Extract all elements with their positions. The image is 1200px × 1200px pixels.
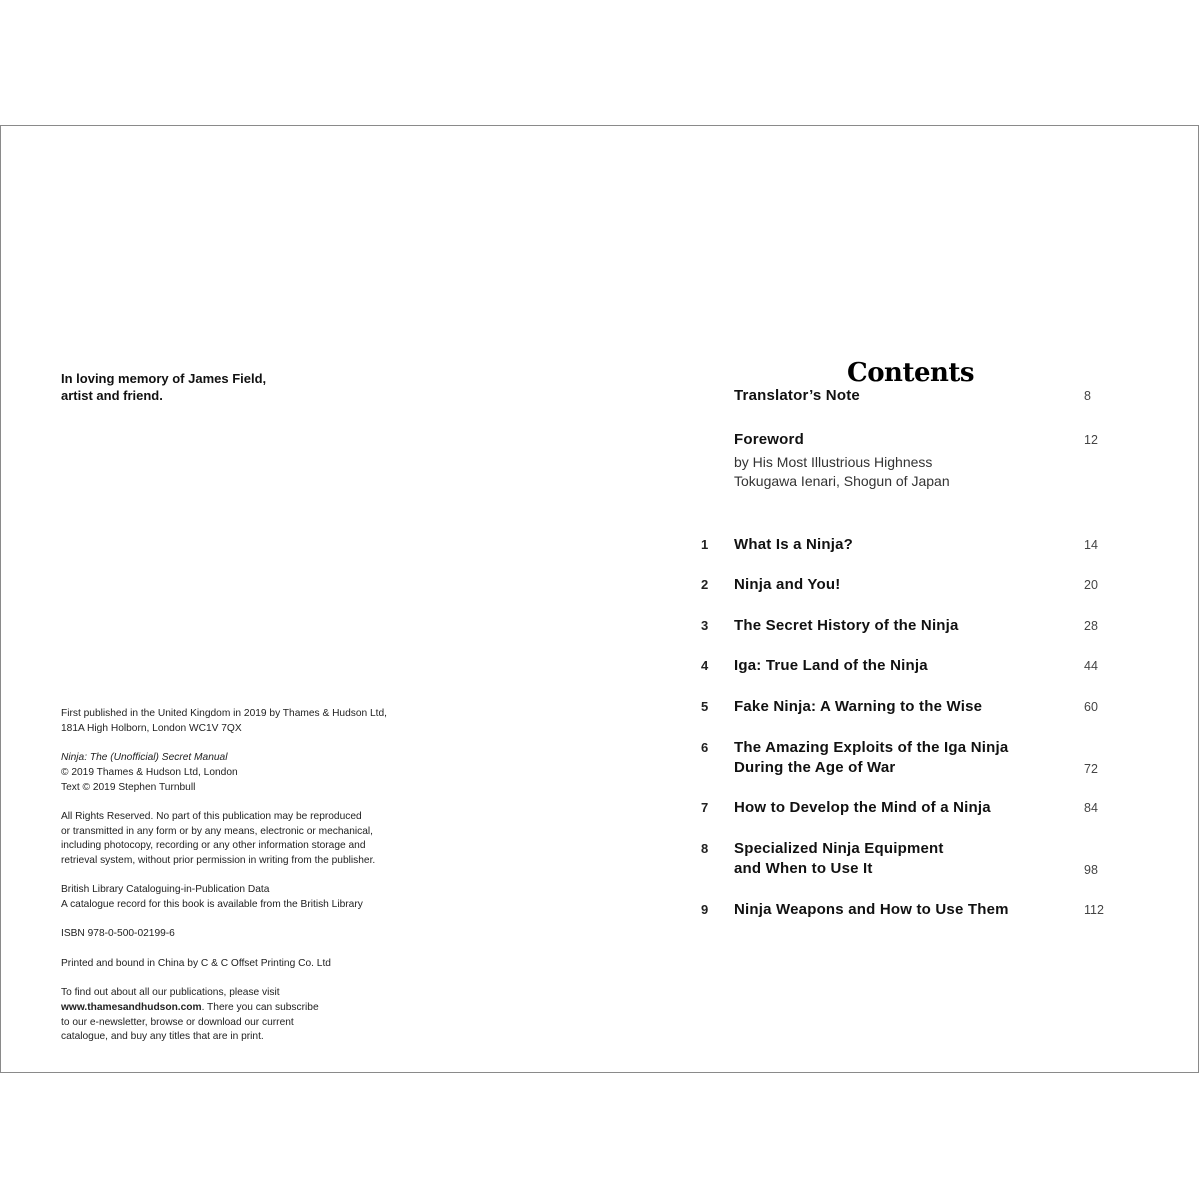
imprint-line: All Rights Reserved. No part of this publication may be reproduced: [61, 810, 362, 822]
chapter-number: 6: [701, 740, 709, 755]
toc-entry-title: [734, 798, 991, 818]
imprint-line: Text © 2019 Stephen Turnbull: [61, 781, 196, 793]
book-spread: [0, 125, 1199, 1073]
title-line: How to Develop the Mind of a Ninja: [734, 799, 991, 816]
dedication-line: artist and friend.: [61, 388, 163, 403]
title-line: The Secret History of the Ninja: [734, 617, 959, 634]
chapter-number: 9: [701, 902, 709, 917]
title-line: Fake Ninja: A Warning to the Wise: [734, 698, 983, 715]
printed-line: Printed and bound in China by C & C Offset Printing Co. Ltd: [61, 957, 331, 969]
title-line: What Is a Ninja?: [734, 536, 854, 553]
toc-entry-title: [734, 839, 944, 879]
imprint-line: or transmitted in any form or by any means, electronic or mechanical,: [61, 825, 373, 837]
contents-heading: Contents: [847, 358, 975, 388]
chapter-number: 4: [701, 658, 709, 673]
chapter-number: 1: [701, 537, 709, 552]
toc-page-number: 8: [1084, 389, 1091, 403]
website-link[interactable]: www.thamesandhudson.com: [61, 1001, 202, 1013]
imprint-book-title: Ninja: The (Unofficial) Secret Manual: [61, 752, 228, 764]
imprint-cataloguing: [61, 883, 401, 912]
imprint-line: A catalogue record for this book is available from the British Library: [61, 899, 363, 911]
imprint-publication: [61, 707, 401, 736]
toc-page-number: 14: [1084, 538, 1098, 552]
title-line: Specialized Ninja Equipment: [734, 840, 944, 857]
imprint-line: To find out about all our publications, please visit: [61, 987, 280, 999]
toc-entry-subtitle: [734, 453, 950, 491]
chapter-number: 5: [701, 699, 709, 714]
imprint-block: [61, 707, 401, 1060]
toc-entry-title: Translator’s Note: [734, 387, 860, 404]
imprint-copyright: [61, 751, 401, 795]
chapter-number: 7: [701, 800, 709, 815]
imprint-line: retrieval system, without prior permission in writing from the publisher.: [61, 855, 376, 866]
toc-page-number: 60: [1084, 700, 1098, 714]
subtitle-line: Tokugawa Ienari, Shogun of Japan: [734, 473, 950, 489]
toc-page-number: 44: [1084, 659, 1098, 673]
dedication-line: In loving memory of James Field,: [61, 371, 267, 386]
toc-page-number: 20: [1084, 578, 1098, 592]
title-line: Ninja and You!: [734, 576, 841, 593]
toc-entry-title: Foreword: [734, 431, 804, 448]
title-line: and When to Use It: [734, 860, 873, 877]
imprint-line: British Library Cataloguing-in-Publication Data: [61, 884, 270, 896]
isbn-line: ISBN 978-0-500-02199-6: [61, 928, 175, 940]
imprint-line: [61, 1001, 401, 1016]
title-line: The Amazing Exploits of the Iga Ninja: [734, 739, 1009, 756]
toc-entry-title: [734, 656, 928, 676]
imprint-website: [61, 986, 401, 1045]
title-line: During the Age of War: [734, 759, 896, 776]
imprint-printed: [61, 957, 401, 972]
toc-entry-title: [734, 575, 840, 595]
imprint-line: First published in the United Kingdom in 2019 by Thames & Hudson Ltd,: [61, 708, 387, 719]
dedication: [61, 370, 266, 404]
chapter-number: 3: [701, 618, 709, 633]
title-line: Ninja Weapons and How to Use Them: [734, 901, 1009, 918]
toc-page-number: 112: [1084, 903, 1104, 917]
title-line: Iga: True Land of the Ninja: [734, 657, 928, 674]
chapter-number: 2: [701, 577, 709, 592]
imprint-line: including photocopy, recording or any other information storage and: [61, 840, 366, 852]
imprint-isbn: [61, 927, 401, 942]
imprint-line: 181A High Holborn, London WC1V 7QX: [61, 722, 242, 734]
toc-page-number: 72: [1084, 762, 1098, 776]
subtitle-line: by His Most Illustrious Highness: [734, 454, 933, 470]
toc-page-number: 12: [1084, 433, 1098, 447]
imprint-line: © 2019 Thames & Hudson Ltd, London: [61, 766, 238, 778]
toc-entry-title: [734, 535, 853, 555]
toc-page-number: 98: [1084, 863, 1098, 877]
toc-entry-title: [734, 900, 1009, 920]
toc-entry-title: [734, 738, 1008, 778]
imprint-rights: [61, 810, 401, 869]
toc-page-number: 84: [1084, 801, 1098, 815]
toc-entry-title: [734, 616, 959, 636]
imprint-line: catalogue, and buy any titles that are in print.: [61, 1031, 264, 1043]
imprint-text: . There you can subscribe: [201, 1001, 319, 1013]
chapter-number: 8: [701, 841, 709, 856]
imprint-line: to our e-newsletter, browse or download our current: [61, 1016, 294, 1028]
toc-entry-title: [734, 697, 982, 717]
toc-page-number: 28: [1084, 619, 1098, 633]
